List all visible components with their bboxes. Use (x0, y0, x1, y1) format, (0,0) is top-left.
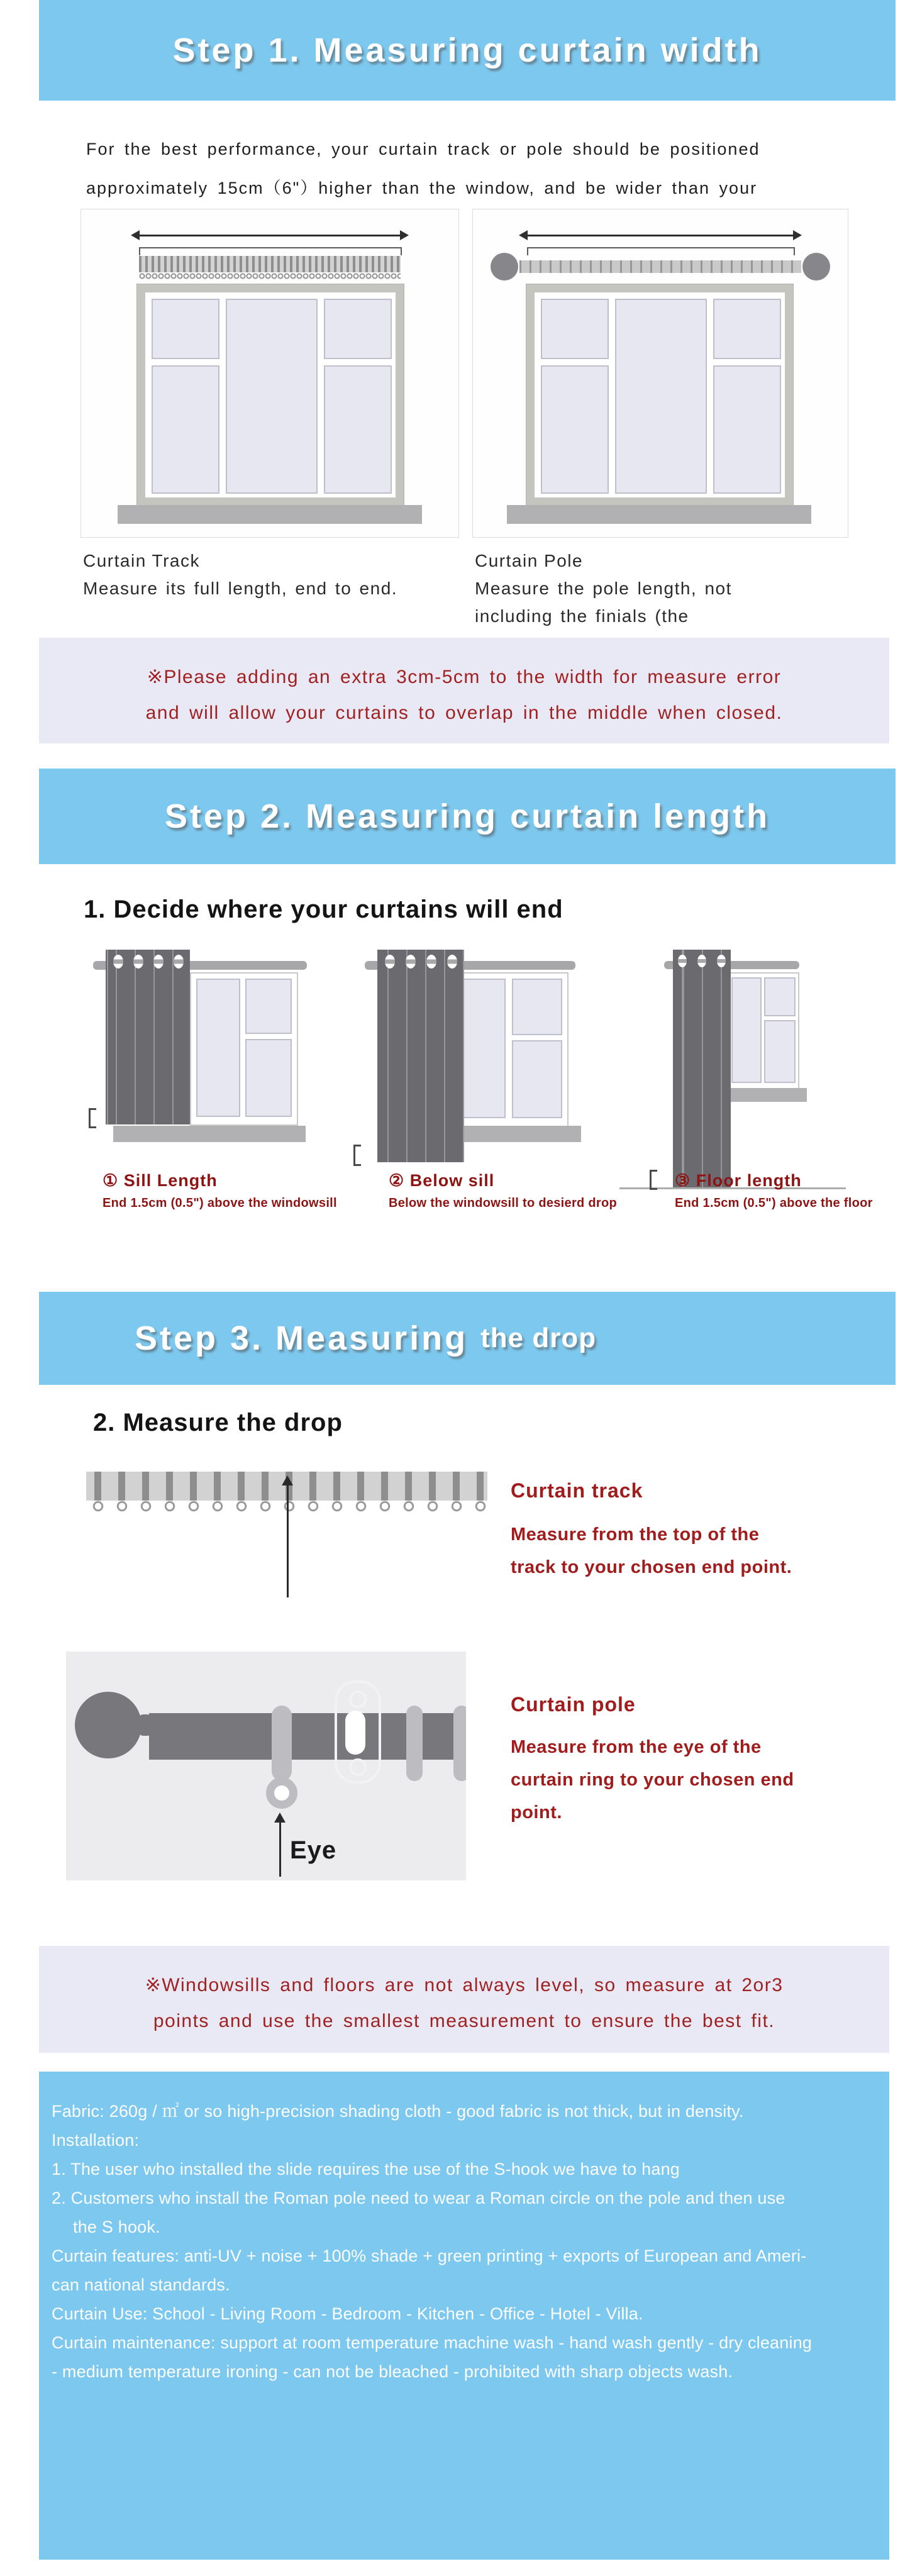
measure-end-bracket-icon (650, 1170, 657, 1190)
window-pane (713, 365, 781, 494)
curtain-pole-illustration (472, 209, 848, 538)
pole-finial-icon (75, 1692, 141, 1758)
grommet-icon (678, 955, 687, 967)
option3-desc: End 1.5cm (0.5") above the floor (675, 1196, 873, 1210)
track-measure-arrow-icon (281, 1475, 294, 1597)
window-pane (152, 299, 219, 359)
step3-banner-subtitle: the drop (480, 1323, 597, 1353)
measure-bracket-icon (139, 247, 402, 255)
track-graphic (139, 256, 401, 272)
eye-label: Eye (290, 1836, 337, 1864)
bracket-slot (345, 1711, 365, 1755)
grommet-icon (717, 955, 726, 967)
window-graphic (190, 972, 298, 1126)
screw-hole-icon (349, 1758, 367, 1776)
detail-line: Curtain features: anti-UV + noise + 100% shade + green printing + exports of European and Ameri- (52, 2246, 807, 2265)
pole-finial-icon (491, 253, 518, 280)
window-pane (459, 979, 506, 1118)
curtain-graphic (106, 950, 190, 1124)
width-note (39, 638, 889, 743)
step1-banner (39, 0, 896, 101)
detail-line: can national standards. (52, 2275, 230, 2294)
window-pane (615, 299, 707, 494)
window-pane (324, 365, 392, 494)
grommet-icon (385, 955, 395, 969)
window-pane (152, 365, 219, 494)
screw-hole-icon (349, 1690, 367, 1708)
grommet-icon (406, 955, 416, 969)
step1-banner-title: Step 1. Measuring curtain width (172, 31, 762, 69)
detail-line: the S hook. (73, 2218, 160, 2236)
track-caption-title: Curtain Track (83, 551, 200, 570)
detail-line: Curtain maintenance: support at room temperature machine wash - hand wash gently - dry cleaning (52, 2333, 813, 2352)
grommet-icon (153, 955, 164, 969)
step2-banner (39, 769, 896, 864)
detail-line: Installation: (52, 2131, 140, 2150)
pole-bracket-mount (335, 1680, 381, 1784)
drop-note (39, 1946, 889, 2053)
curtain-track-title: Curtain track (511, 1479, 643, 1502)
window-sill (719, 1088, 807, 1102)
window-graphic (453, 972, 569, 1127)
pole-caption-line1: Measure the pole length, not (475, 579, 732, 598)
curtain-ring (406, 1706, 423, 1781)
step2-heading: 1. Decide where your curtains will end (84, 896, 563, 923)
grommet-icon (133, 955, 143, 969)
curtain-ring (272, 1706, 292, 1781)
curtain-graphic (377, 950, 464, 1162)
sill-length-illustration (66, 942, 336, 1156)
window-graphic (726, 972, 799, 1091)
window-pane (764, 1020, 796, 1083)
drop-note-line1: ※Windowsills and floors are not always level, so measure at 2or3 (145, 1975, 784, 1996)
window-sill (118, 505, 422, 524)
window-pane (245, 1039, 292, 1117)
window-inner (535, 292, 785, 497)
floor-length-illustration (632, 942, 902, 1194)
pole-eye-illustration (66, 1652, 466, 1880)
option2-label: ② Below sill (389, 1171, 495, 1190)
curtain-pole-line2: curtain ring to your chosen end (511, 1770, 794, 1790)
width-note-line2: and will allow your curtains to overlap in the middle when closed. (145, 702, 783, 723)
measure-bracket-icon (527, 247, 795, 255)
detail-line: 1. The user who installed the slide requires the use of the S-hook we have to hang (52, 2160, 680, 2179)
window-pane (731, 977, 762, 1083)
option1-desc: End 1.5cm (0.5") above the windowsill (103, 1196, 337, 1210)
ring-eye-icon (266, 1777, 297, 1809)
pole-caption-line2: including the finials (the (475, 606, 689, 626)
intro-line-1: For the best performance, your curtain track or pole should be positioned (86, 140, 760, 158)
window-pane (245, 979, 292, 1034)
step3-banner (39, 1292, 896, 1385)
pole-caption-title: Curtain Pole (475, 551, 584, 570)
window-graphic (526, 284, 794, 506)
measure-end-bracket-icon (89, 1108, 96, 1128)
detail-line: Fabric: 260g / ㎡ or so high-precision shading cloth - good fabric is not thick, but in density. (52, 2102, 744, 2121)
step2-banner-title: Step 2. Measuring curtain length (164, 797, 770, 835)
pole-graphic (519, 260, 801, 273)
window-pane (324, 299, 392, 359)
pole-finial-icon (802, 253, 830, 280)
grommet-icon (447, 955, 457, 969)
detail-line: Curtain Use: School - Living Room - Bedroom - Kitchen - Office - Hotel - Villa. (52, 2304, 643, 2323)
curtain-pole-line3: point. (511, 1802, 562, 1823)
option2-desc: Below the windowsill to desierd drop (389, 1196, 618, 1210)
curtain-pole-line1: Measure from the eye of the (511, 1737, 762, 1757)
window-pane (541, 299, 609, 359)
grommet-icon (113, 955, 123, 969)
window-pane (512, 979, 562, 1035)
grommet-icon (426, 955, 436, 969)
track-rings-graphic (139, 272, 401, 281)
width-note-line1: ※Please adding an extra 3cm-5cm to the width for measure error (147, 667, 782, 687)
step3-banner-title: Step 3. Measuring (135, 1319, 469, 1357)
grommet-icon (697, 955, 706, 967)
drop-note-line2: points and use the smallest measurement to ensure the best fit. (153, 2011, 775, 2031)
curtain-track-illustration (80, 209, 459, 538)
window-graphic (136, 284, 404, 506)
intro-line-2: approximately 15cm（6"）higher than the window, and be wider than your (86, 179, 758, 197)
width-measure-arrow-icon (133, 235, 407, 236)
window-inner (145, 292, 396, 497)
window-pane (541, 365, 609, 494)
detail-line: - medium temperature ironing - can not be bleached - prohibited with sharp objects wash. (52, 2362, 733, 2381)
step3-heading: 2. Measure the drop (93, 1409, 343, 1436)
option3-label: ③ Floor length (675, 1171, 802, 1190)
product-details (39, 2072, 889, 2560)
curtain-ring (453, 1706, 466, 1781)
window-sill (507, 505, 811, 524)
window-pane (512, 1040, 562, 1118)
window-sill (113, 1126, 306, 1142)
below-sill-illustration (352, 942, 623, 1175)
detail-line: 2. Customers who install the Roman pole need to wear a Roman circle on the pole and then use (52, 2189, 785, 2207)
window-pane (196, 979, 240, 1117)
eye-arrow-icon (274, 1813, 286, 1877)
window-pane (764, 977, 796, 1016)
curtain-graphic (673, 950, 731, 1187)
window-pane (713, 299, 781, 359)
grommet-icon (174, 955, 184, 969)
option1-label: ① Sill Length (103, 1171, 218, 1190)
width-measure-arrow-icon (521, 235, 800, 236)
window-pane (226, 299, 318, 494)
curtain-pole-title: Curtain pole (511, 1693, 636, 1716)
curtain-track-line1: Measure from the top of the (511, 1524, 760, 1545)
measure-end-bracket-icon (353, 1145, 361, 1166)
track-caption-body: Measure its full length, end to end. (83, 579, 398, 598)
curtain-track-line2: track to your chosen end point. (511, 1557, 792, 1577)
